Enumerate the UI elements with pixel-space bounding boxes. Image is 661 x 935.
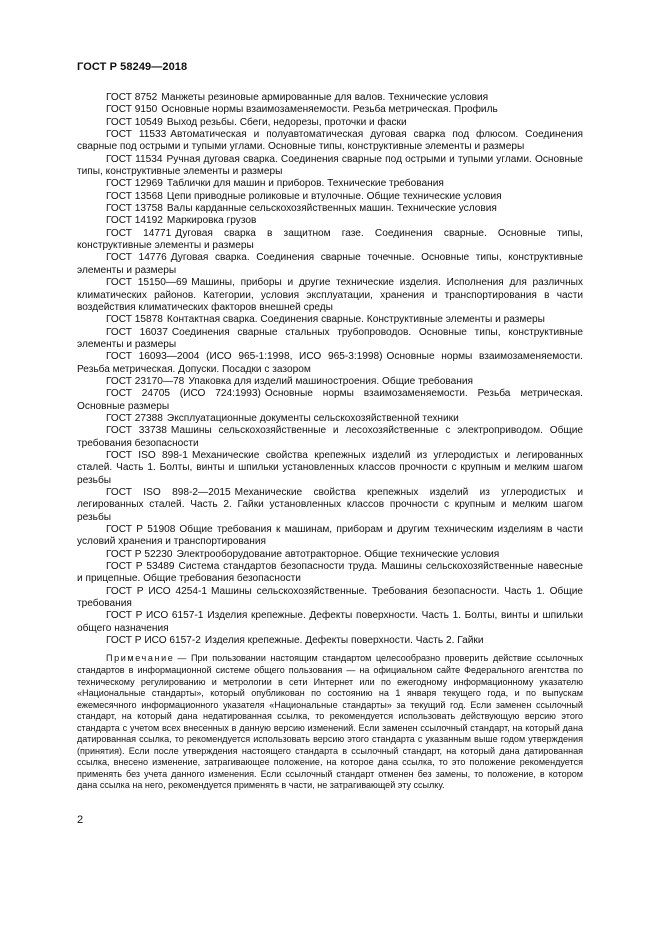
reference-code: ГОСТ 11534 (106, 153, 163, 165)
reference-item (77, 487, 583, 524)
reference-item (77, 215, 583, 227)
reference-title: Цепи приводные роликовые и втулочные. Общие технические условия (166, 190, 502, 202)
reference-item (77, 252, 583, 277)
reference-code: ГОСТ 8752 (106, 92, 158, 103)
reference-title: Механические свойства крепежных изделий из углеродистых и легированных сталей. Часть 2. Гайки установленных классов прочности с крупным и мелким шагом резьбы (77, 487, 583, 523)
reference-title: Манжеты резиновые армированные для валов. Технические условия (161, 92, 489, 103)
reference-title: Изделия крепежные. Дефекты поверхности. Часть 2. Гайки (204, 635, 484, 647)
reference-item (77, 277, 583, 314)
reference-item (77, 610, 583, 635)
note-text: — При пользовании настоящим стандартом целесообразно проверить действие ссылочных стандартов в информационной системе общего пользования — на официальном сайте Федерального агентства по техническому регулированию и метрологии в сети Интернет или по ежегодному информационному указателю «Национальные стандарты», который опубликован по состоянию на 1 января текущего года, и по выпускам ежемесячного информационного указателя «Национальные стандарты» за текущий год. Если заменен ссылочный стандарт, на который дана недатированная ссылка, то рекомендуется использовать действующую версию этого стандарта с учетом всех внесенных в данную версию изменений. Если заменен ссылочный стандарт, на который дана датированная ссылка, то рекомендуется использовать версию этого стандарта с указанным выше годом утверждения (принятия). Если после утверждения настоящего стандарта в ссылочный стандарт, на который дана датированная ссылка, внесено изменение, затрагивающее положение, на которое дана ссылка, то это положение рекомендуется применять без учета данного изменения. Если ссылочный стандарт отменен без замены, то положение, в котором дана ссылка на него, рекомендуется применять в части, не затрагивающей эту ссылку. (77, 653, 583, 791)
reference-item (77, 327, 583, 352)
reference-title: Механические свойства крепежных изделий из углеродистых и легированных сталей. Часть 1. Болты, винты и шпильки установленных классов прочности с крупным и мелким шагом резьбы (77, 449, 583, 486)
reference-code: ГОСТ 15878 (106, 314, 163, 326)
reference-code: ГОСТ 16093—2004 (ИСО 965-1:1998, ИСО 965-3:1998) (106, 351, 383, 363)
reference-item (77, 228, 583, 253)
reference-title: Соединения сварные стальных трубопроводов. Основные типы, конструктивные элементы и размеры (77, 326, 583, 350)
reference-item (77, 524, 583, 549)
reference-item (77, 413, 583, 425)
reference-title: Контактная сварка. Соединения сварные. Конструктивные элементы и размеры (166, 314, 545, 326)
reference-item (77, 178, 583, 190)
reference-code: ГОСТ Р 51908 (106, 524, 176, 536)
reference-item (77, 92, 583, 104)
reference-code: ГОСТ 27388 (106, 412, 163, 424)
note-paragraph (77, 653, 583, 792)
reference-title: Маркировка грузов (166, 215, 257, 227)
reference-item (77, 425, 583, 450)
reference-code: ГОСТ 15150—69 (106, 277, 188, 289)
references-body (77, 92, 583, 792)
reference-code: ГОСТ 14192 (106, 215, 163, 227)
reference-title: Автоматическая и полуавтоматическая дуговая сварка под флюсом. Соединения сварные под острыми и тупыми углами. Основные типы, конструктивные элементы и размеры (77, 129, 583, 153)
reference-item (77, 635, 583, 647)
reference-title: Основные нормы взаимозаменяемости. Резьба метрическая. Профиль (161, 104, 498, 116)
reference-item (77, 104, 583, 116)
reference-code: ГОСТ 14776 (106, 252, 167, 264)
reference-code: ГОСТ Р 52230 (106, 548, 173, 560)
reference-code: ГОСТ ISO 898-2—2015 (106, 487, 231, 498)
reference-code: ГОСТ 33738 (106, 425, 167, 437)
reference-code: ГОСТ 12969 (106, 178, 163, 190)
reference-code: ГОСТ Р 53489 (106, 561, 175, 573)
reference-title: Машины, приборы и другие технические изделия. Исполнения для различных климатических районов. Категории, условия эксплуатации, хранения и транспортирования в части воздействия климатических факторов внешней среды (77, 277, 583, 313)
note-label: Примечание (106, 653, 175, 664)
reference-code: ГОСТ ISO 898-1 (106, 449, 188, 461)
reference-item (77, 376, 583, 388)
reference-title: Выход резьбы. Сбеги, недорезы, проточки и фаски (166, 116, 407, 128)
reference-code: ГОСТ 14771 (106, 227, 172, 239)
reference-item (77, 561, 583, 586)
reference-item (77, 549, 583, 561)
reference-item (77, 388, 583, 413)
reference-item (77, 450, 583, 487)
reference-title: Основные нормы взаимозаменяемости. Резьба метрическая. Основные размеры (77, 388, 583, 412)
page-number: 2 (77, 814, 84, 826)
reference-item (77, 129, 583, 154)
reference-item (77, 351, 583, 376)
reference-code: ГОСТ Р ИСО 6157-1 (106, 610, 204, 622)
document-header: ГОСТ Р 58249—2018 (77, 61, 188, 73)
reference-item (77, 191, 583, 203)
reference-item (77, 203, 583, 215)
reference-title: Машины сельскохозяйственные. Требования безопасности. Часть 1. Общие требования (77, 585, 583, 610)
reference-item (77, 154, 583, 179)
references-list (77, 92, 583, 647)
reference-title: Машины сельскохозяйственные и лесохозяйственные с электроприводом. Общие требования безопасности (77, 425, 583, 449)
reference-item (77, 117, 583, 129)
reference-code: ГОСТ 16037 (106, 326, 168, 338)
reference-item (77, 586, 583, 611)
reference-title: Эксплуатационные документы сельскохозяйственной техники (166, 412, 459, 424)
reference-code: ГОСТ 23170—78 (106, 375, 185, 387)
reference-code: ГОСТ Р ИСО 6157-2 (106, 635, 201, 647)
reference-code: ГОСТ 13568 (106, 190, 163, 202)
reference-title: Электрооборудование автотракторное. Общие технические условия (176, 548, 500, 560)
reference-title: Валы карданные сельскохозяйственных машин. Технические условия (166, 203, 497, 215)
reference-title: Общие требования к машинам, приборам и другим техническим изделиям в части условий хранения и транспортирования (77, 524, 584, 548)
reference-code: ГОСТ 10549 (106, 116, 163, 128)
reference-code: ГОСТ Р ИСО 4254-1 (106, 585, 207, 597)
reference-title: Дуговая сварка в защитном газе. Соединения сварные. Основные типы, конструктивные элементы и размеры (77, 227, 583, 252)
reference-title: Система стандартов безопасности труда. Машины сельскохозяйственные навесные и прицепные. Общие требования безопасности (77, 561, 583, 585)
reference-title: Основные нормы взаимозаменяемости. Резьба метрическая. Допуски. Посадки с зазором (77, 351, 583, 375)
reference-code: ГОСТ 9150 (106, 104, 158, 116)
reference-code: ГОСТ 24705 (ИСО 724:1993) (106, 388, 261, 400)
reference-item (77, 314, 583, 326)
reference-title: Ручная дуговая сварка. Соединения сварные под острыми и тупыми углами. Основные типы, конструктивные элементы и размеры (77, 153, 584, 178)
reference-title: Упаковка для изделий машиностроения. Общие требования (188, 375, 473, 387)
reference-code: ГОСТ 11533 (106, 129, 167, 141)
reference-title: Изделия крепежные. Дефекты поверхности. Часть 1. Болты, винты и шпильки общего назначения (77, 610, 583, 634)
reference-title: Дуговая сварка. Соединения сварные точечные. Основные типы, конструктивные элементы и размеры (77, 252, 583, 276)
reference-title: Таблички для машин и приборов. Технические требования (166, 178, 444, 190)
reference-code: ГОСТ 13758 (106, 203, 163, 215)
